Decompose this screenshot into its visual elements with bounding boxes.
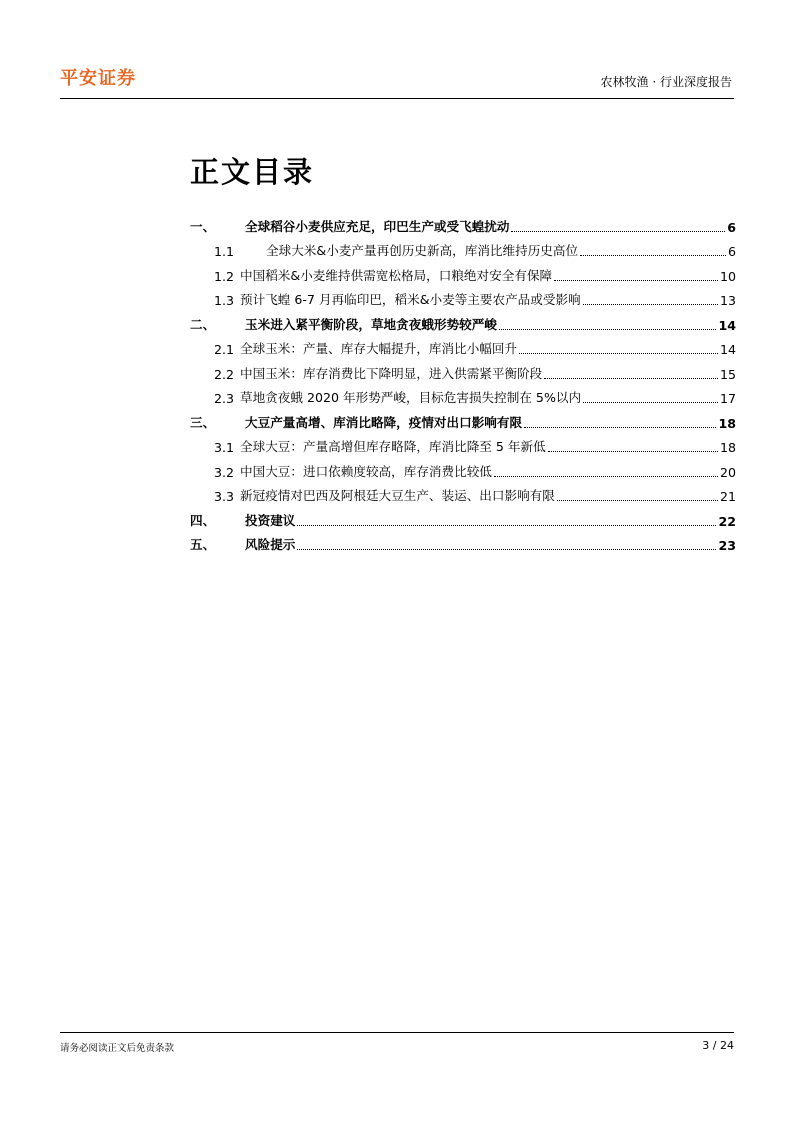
toc-section-entry[interactable] <box>190 235 736 260</box>
toc-chapter-entry[interactable] <box>190 406 736 431</box>
toc-entry-label: 风险提示 <box>245 537 296 552</box>
dot-leader <box>499 328 717 330</box>
dot-leader <box>583 303 718 305</box>
toc-entry-number: 2.3 <box>214 391 235 406</box>
toc-entry-label: 玉米进入紧平衡阶段，草地贪夜蛾形势较严峻 <box>245 316 497 332</box>
toc-entry-number: 二、 <box>190 316 216 332</box>
toc-entry-page: 21 <box>719 489 736 504</box>
page-footer <box>60 1032 734 1054</box>
dot-leader <box>554 279 718 281</box>
toc-entry-number: 1.1 <box>214 244 235 259</box>
toc-entry-number: 2.1 <box>214 342 235 357</box>
toc-entry-page: 14 <box>718 317 736 333</box>
toc-entry-number: 一、 <box>190 218 216 234</box>
report-category: 农林牧渔 · 行业深度报告 <box>600 75 732 89</box>
page-number: 3 / 24 <box>702 1039 734 1052</box>
dot-leader <box>494 475 718 477</box>
dot-leader <box>583 401 718 403</box>
dot-leader <box>511 230 725 232</box>
toc-section-entry[interactable] <box>190 333 736 358</box>
toc-section-entry[interactable] <box>190 357 736 382</box>
table-of-contents <box>190 210 736 553</box>
dot-leader <box>548 450 718 452</box>
toc-entry-page: 13 <box>719 293 736 308</box>
page-header <box>60 62 734 99</box>
toc-entry-number: 1.2 <box>214 268 235 284</box>
toc-chapter-entry[interactable] <box>190 504 736 529</box>
toc-entry-number: 五、 <box>190 537 216 552</box>
toc-entry-label: 全球稻谷小麦供应充足，印巴生产或受飞蝗扰动 <box>245 218 510 234</box>
toc-entry-label: 大豆产量高增、库消比略降，疫情对出口影响有限 <box>245 414 523 430</box>
toc-entry-number: 1.3 <box>214 293 235 308</box>
dot-leader <box>297 524 716 526</box>
toc-entry-label: 全球大米&小麦产量再创历史新高，库消比维持历史高位 <box>258 243 579 258</box>
toc-entry-page: 6 <box>727 244 736 259</box>
toc-entry-label: 全球大豆：产量高增但库存略降，库消比降至 5 年新低 <box>240 439 546 454</box>
toc-entry-label: 全球玉米：产量、库存大幅提升，库消比小幅回升 <box>240 341 518 356</box>
dot-leader <box>557 499 718 501</box>
toc-entry-label: 草地贪夜蛾 2020 年形势严峻，目标危害损失控制在 5%以内 <box>240 390 582 405</box>
toc-entry-label: 新冠疫情对巴西及阿根廷大豆生产、装运、出口影响有限 <box>240 488 555 503</box>
toc-entry-number: 3.1 <box>214 440 235 455</box>
toc-entry-number: 四、 <box>190 512 216 528</box>
toc-section-entry[interactable] <box>190 382 736 407</box>
toc-section-entry[interactable] <box>190 431 736 456</box>
toc-title: 正文目录 <box>190 155 315 189</box>
toc-chapter-entry[interactable] <box>190 529 736 554</box>
toc-entry-page: 14 <box>719 342 736 357</box>
toc-entry-number: 3.3 <box>214 489 235 504</box>
toc-entry-page: 6 <box>727 219 736 235</box>
dot-leader <box>524 426 716 428</box>
toc-entry-page: 18 <box>719 440 736 455</box>
toc-chapter-entry[interactable] <box>190 308 736 333</box>
toc-entry-label: 中国稻米&小麦维持供需宽松格局，口粮绝对安全有保障 <box>240 267 553 283</box>
toc-entry-label: 投资建议 <box>245 512 296 528</box>
dot-leader <box>580 254 726 256</box>
disclaimer-note: 请务必阅读正文后免责条款 <box>60 1043 175 1054</box>
toc-section-entry[interactable] <box>190 480 736 505</box>
toc-entry-page: 22 <box>718 513 736 529</box>
toc-entry-page: 15 <box>719 366 736 382</box>
toc-entry-page: 10 <box>719 268 736 284</box>
toc-entry-page: 17 <box>719 391 736 406</box>
toc-entry-number: 3.2 <box>214 464 235 480</box>
company-logo: 平安证券 <box>60 68 136 89</box>
toc-entry-label: 中国大豆：进口依赖度较高，库存消费比较低 <box>240 463 492 479</box>
dot-leader <box>544 377 718 379</box>
toc-entry-number: 三、 <box>190 414 216 430</box>
toc-entry-label: 中国玉米：库存消费比下降明显，进入供需紧平衡阶段 <box>240 365 543 381</box>
dot-leader <box>297 548 716 550</box>
toc-entry-label: 预计飞蝗 6-7 月再临印巴，稻米&小麦等主要农产品或受影响 <box>240 292 581 307</box>
toc-entry-page: 18 <box>718 415 736 431</box>
toc-section-entry[interactable] <box>190 259 736 284</box>
toc-entry-page: 20 <box>719 464 736 480</box>
dot-leader <box>519 352 718 354</box>
toc-entry-number: 2.2 <box>214 366 235 382</box>
toc-entry-page: 23 <box>718 538 736 553</box>
toc-section-entry[interactable] <box>190 284 736 309</box>
toc-chapter-entry[interactable] <box>190 210 736 235</box>
toc-section-entry[interactable] <box>190 455 736 480</box>
